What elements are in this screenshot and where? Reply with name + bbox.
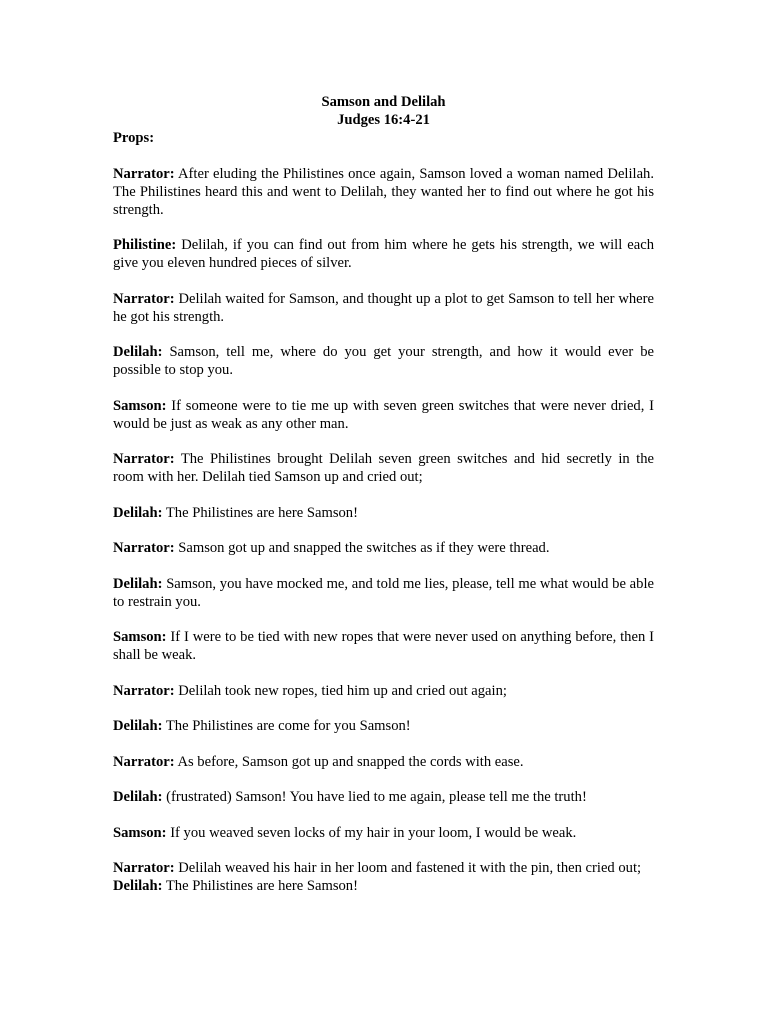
script-line [113, 397, 654, 433]
script-line [113, 290, 654, 326]
line-text: If I were to be tied with new ropes that were never used on anything before, then I shall be weak. [113, 629, 654, 663]
speaker-name: Delilah: [113, 504, 163, 521]
line-text: Delilah, if you can find out from him where he gets his strength, we will each give you eleven hundred pieces of silver. [113, 237, 654, 271]
script-line [113, 165, 654, 219]
line-text: Delilah weaved his hair in her loom and fastened it with the pin, then cried out; [178, 860, 642, 876]
speaker-name: Delilah: [113, 718, 163, 734]
line-text: Delilah took new ropes, tied him up and cried out again; [178, 682, 507, 699]
speaker-name: Delilah: [113, 344, 163, 360]
speaker-name: Narrator: [113, 451, 175, 467]
speaker-name: Narrator: [113, 540, 175, 556]
line-text: Samson, tell me, where do you get your strength, and how it would ever be possible to stop you. [113, 344, 654, 378]
document-subtitle: Judges 16:4-21 [337, 112, 430, 128]
speaker-name: Narrator: [113, 860, 175, 876]
line-text: If someone were to tie me up with seven green switches that were never dried, I would be just as weak as any other man. [113, 397, 654, 432]
speaker-name: Narrator: [113, 682, 175, 699]
script-line [113, 717, 654, 735]
script-line [113, 539, 654, 557]
script-line [113, 859, 654, 877]
line-text: Delilah waited for Samson, and thought up a plot to get Samson to tell her where he got his strength. [113, 290, 654, 325]
speaker-name: Samson: [113, 397, 167, 414]
speaker-name: Narrator: [113, 165, 175, 182]
script-line [113, 682, 654, 700]
script-line [113, 343, 654, 379]
line-text: The Philistines are here Samson! [165, 504, 358, 521]
line-text: The Philistines are here Samson! [165, 878, 358, 894]
line-text: Samson got up and snapped the switches as if they were thread. [178, 540, 550, 556]
speaker-name: Delilah: [113, 789, 163, 805]
script-line [113, 628, 654, 664]
line-text: After eluding the Philistines once again, Samson loved a woman named Delilah. The Philistines heard this and went to Delilah, they wanted her to find out where he got his strength. [113, 165, 655, 218]
speaker-name: Delilah: [113, 878, 163, 894]
line-text: The Philistines are come for you Samson! [165, 718, 411, 734]
speaker-name: Narrator: [113, 753, 175, 770]
script-line [113, 504, 654, 522]
props-label: Props: [113, 130, 155, 146]
line-text: The Philistines brought Delilah seven green switches and hid secretly in the room with her. Delilah tied Samson up and cried out; [113, 451, 655, 485]
speaker-name: Samson: [113, 824, 167, 841]
script-line [113, 824, 654, 842]
script-line [113, 236, 654, 272]
document-page [113, 93, 654, 895]
script-line [113, 753, 654, 771]
title-block [113, 93, 654, 129]
line-text: Samson, you have mocked me, and told me lies, please, tell me what would be able to restrain you. [113, 575, 654, 610]
speaker-name: Narrator: [113, 290, 175, 307]
script-line [113, 788, 654, 806]
script-line [113, 450, 654, 486]
line-text: (frustrated) Samson! You have lied to me again, please tell me the truth! [166, 789, 587, 805]
line-text: If you weaved seven locks of my hair in your loom, I would be weak. [170, 824, 577, 841]
speaker-name: Samson: [113, 629, 167, 645]
script-line [113, 575, 654, 611]
line-text: As before, Samson got up and snapped the cords with ease. [177, 753, 524, 770]
speaker-name: Delilah: [113, 575, 163, 592]
script-line [113, 877, 654, 895]
speaker-name: Philistine: [113, 237, 177, 253]
document-title: Samson and Delilah [321, 94, 446, 110]
